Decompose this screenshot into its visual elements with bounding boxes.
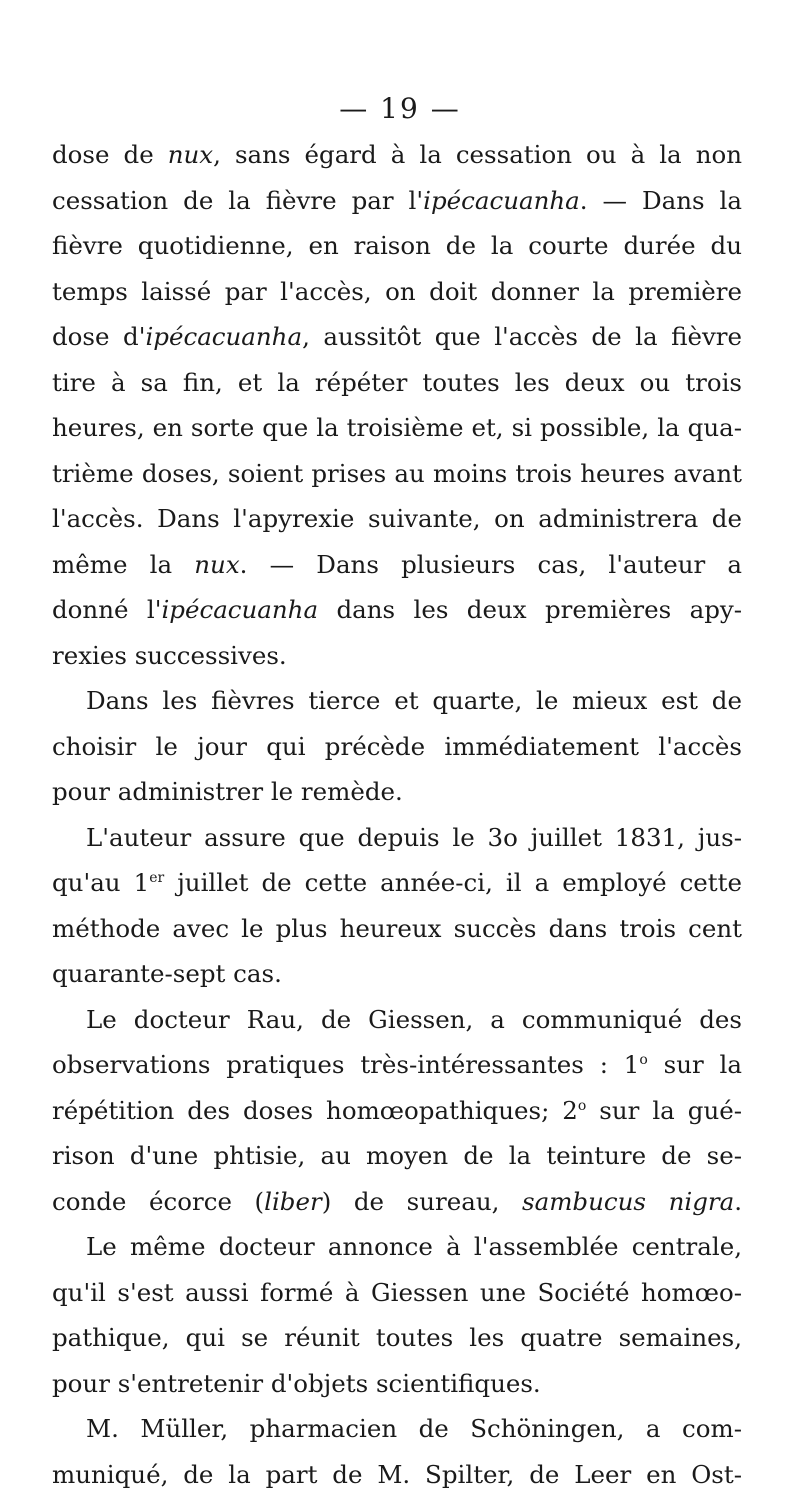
text-segment: dose d' — [52, 322, 145, 351]
text-line — [52, 132, 742, 178]
text-segment: l'accès. Dans l'apyrexie suivante, on administrera de — [52, 504, 742, 533]
text-segment: sur la gué- — [586, 1096, 742, 1125]
text-segment: dans les deux premières apy- — [318, 595, 742, 624]
text-line — [52, 223, 742, 269]
text-segment: même la — [52, 550, 194, 579]
italic-term: sambucus nigra — [522, 1187, 734, 1216]
superscript: o — [578, 1098, 586, 1114]
text-line — [52, 451, 742, 497]
text-segment: pour administrer le remède. — [52, 777, 403, 806]
body-text — [52, 132, 742, 1497]
text-line — [52, 997, 742, 1043]
text-line — [52, 678, 742, 724]
text-line — [52, 633, 742, 679]
text-line — [52, 496, 742, 542]
text-segment: quarante-sept cas. — [52, 959, 282, 988]
superscript: o — [639, 1052, 647, 1068]
text-line — [52, 1406, 742, 1452]
text-segment: . — Dans la — [580, 186, 742, 215]
text-segment: tire à sa fin, et la répéter toutes les deux ou trois — [52, 368, 742, 397]
text-line — [52, 269, 742, 315]
text-segment: pour s'entretenir d'objets scientifiques. — [52, 1369, 541, 1398]
text-segment: donné l' — [52, 595, 161, 624]
text-segment: muniqué, de la part de M. Spilter, de Leer en Ost- — [52, 1460, 742, 1489]
text-segment: dose de — [52, 140, 168, 169]
text-segment: temps laissé par l'accès, on doit donner la première — [52, 277, 742, 306]
text-segment: méthode avec le plus heureux succès dans trois cent — [52, 914, 742, 943]
text-line — [52, 1224, 742, 1270]
text-line — [52, 951, 742, 997]
italic-term: nux — [168, 140, 213, 169]
text-line — [52, 314, 742, 360]
text-segment: choisir le jour qui précède immédiatement l'accès — [52, 732, 742, 761]
italic-term: nux — [194, 550, 239, 579]
superscript: er — [149, 870, 164, 886]
text-line — [52, 1179, 742, 1225]
text-segment: L'auteur assure que depuis le 3o juillet 1831, jus- — [86, 823, 742, 852]
italic-term: ipécacuanha — [161, 595, 318, 624]
text-segment: répétition des doses homœopathiques; 2 — [52, 1096, 578, 1125]
text-line — [52, 769, 742, 815]
text-segment: . — Dans plusieurs cas, l'auteur a — [240, 550, 742, 579]
text-segment: conde écorce ( — [52, 1187, 264, 1216]
page-number: — 19 — — [0, 92, 800, 125]
text-segment: rison d'une phtisie, au moyen de la teinture de se- — [52, 1141, 742, 1170]
text-segment: pathique, qui se réunit toutes les quatre semaines, — [52, 1323, 742, 1352]
text-segment: ) de sureau, — [322, 1187, 522, 1216]
text-line — [52, 360, 742, 406]
italic-term: ipécacuanha — [145, 322, 302, 351]
text-line — [52, 1088, 742, 1134]
text-segment: observations pratiques très-intéressantes : 1 — [52, 1050, 639, 1079]
text-line — [52, 1133, 742, 1179]
text-line — [52, 1361, 742, 1407]
text-segment: juillet de cette année-ci, il a employé cette — [164, 868, 742, 897]
text-line — [52, 1042, 742, 1088]
text-line — [52, 815, 742, 861]
text-segment: trième doses, soient prises au moins trois heures avant — [52, 459, 742, 488]
text-segment: , sans égard à la cessation ou à la non — [213, 140, 742, 169]
text-line — [52, 906, 742, 952]
text-segment: sur la — [648, 1050, 742, 1079]
text-line — [52, 542, 742, 588]
text-line — [52, 860, 742, 906]
text-line — [52, 1315, 742, 1361]
text-segment: fièvre quotidienne, en raison de la courte durée du — [52, 231, 742, 260]
text-line — [52, 587, 742, 633]
text-segment: cessation de la fièvre par l' — [52, 186, 423, 215]
text-segment: qu'il s'est aussi formé à Giessen une Société homœo- — [52, 1278, 742, 1307]
text-segment: , aussitôt que l'accès de la fièvre — [302, 322, 742, 351]
text-segment: heures, en sorte que la troisième et, si possible, la qua- — [52, 413, 742, 442]
text-line — [52, 1452, 742, 1497]
text-segment: Le même docteur annonce à l'assemblée centrale, — [86, 1232, 742, 1261]
text-segment: qu'au 1 — [52, 868, 149, 897]
text-segment: Le docteur Rau, de Giessen, a communiqué des — [86, 1005, 742, 1034]
text-line — [52, 178, 742, 224]
text-segment: M. Müller, pharmacien de Schöningen, a com- — [86, 1414, 742, 1443]
text-line — [52, 724, 742, 770]
text-line — [52, 405, 742, 451]
italic-term: ipécacuanha — [423, 186, 580, 215]
text-segment: rexies successives. — [52, 641, 287, 670]
italic-term: liber — [264, 1187, 322, 1216]
text-segment: . — [734, 1187, 742, 1216]
text-line — [52, 1270, 742, 1316]
text-segment: Dans les fièvres tierce et quarte, le mieux est de — [86, 686, 742, 715]
